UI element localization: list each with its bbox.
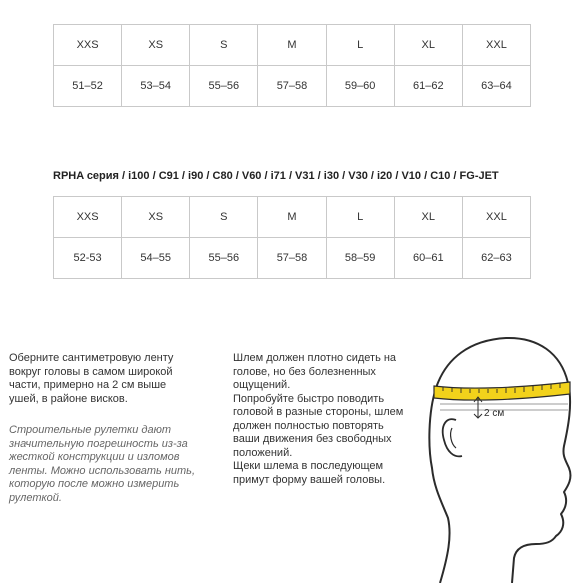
series-title: RPHA серия / i100 / C91 / i90 / C80 / V60 / i71 / V31 / i30 / V30 / i20 / V10 / C10 / FG-JET	[53, 170, 499, 182]
size-table-2	[53, 196, 531, 279]
range-cell: 57–58	[258, 66, 326, 107]
text-line: ваши движения без свободных	[233, 433, 392, 445]
range-cell: 53–54	[122, 66, 190, 107]
range-row	[54, 238, 531, 279]
text-line: которую после можно измерить	[9, 478, 180, 490]
text-line: жесткой конструкции и изломов	[9, 451, 180, 463]
range-cell: 52-53	[54, 238, 122, 279]
size-cell: S	[190, 197, 258, 238]
range-cell: 57–58	[258, 238, 326, 279]
size-row	[54, 197, 531, 238]
range-cell: 61–62	[394, 66, 462, 107]
text-line: Шлем должен плотно сидеть на	[233, 352, 397, 364]
text-line: ощущений.	[233, 379, 291, 391]
size-row	[54, 25, 531, 66]
text-line: головой в разные стороны, шлем	[233, 406, 404, 418]
text-line: вокруг головы в самом широкой	[9, 365, 173, 378]
ear-outline	[443, 419, 462, 456]
range-cell: 62–63	[462, 238, 530, 279]
size-cell: XXL	[462, 25, 530, 66]
distance-label: 2 см	[484, 408, 505, 419]
text-line: Строительные рулетки дают	[9, 424, 172, 436]
size-cell: XXS	[54, 197, 122, 238]
range-cell: 63–64	[462, 66, 530, 107]
text-line: голове, но без болезненных	[233, 365, 376, 378]
range-cell: 58–59	[326, 238, 394, 279]
size-cell: S	[190, 25, 258, 66]
text-line: положений.	[233, 446, 293, 459]
text-line: ленты. Можно использовать нить,	[9, 464, 196, 477]
measuring-tape	[434, 382, 570, 400]
size-table-1	[53, 24, 531, 107]
head-outline	[429, 338, 570, 583]
size-cell: M	[258, 197, 326, 238]
range-cell: 54–55	[122, 238, 190, 279]
size-cell: L	[326, 25, 394, 66]
text-line: ушей, в районе висков.	[9, 392, 128, 405]
text-line: значительную погрешность из-за	[9, 437, 188, 450]
text-line: части, примерно на 2 см выше	[9, 379, 167, 391]
range-cell: 55–56	[190, 66, 258, 107]
size-cell: XL	[394, 197, 462, 238]
measure-instructions	[9, 352, 214, 406]
range-cell: 51–52	[54, 66, 122, 107]
text-line: Щеки шлема в последующем	[233, 460, 384, 472]
text-line: Оберните сантиметровую ленту	[9, 352, 174, 364]
range-cell: 59–60	[326, 66, 394, 107]
size-cell: XS	[122, 197, 190, 238]
size-cell: XXL	[462, 197, 530, 238]
text-line: Попробуйте быстро поводить	[233, 392, 385, 405]
size-cell: M	[258, 25, 326, 66]
fit-instructions	[233, 352, 413, 487]
size-cell: XS	[122, 25, 190, 66]
range-row	[54, 66, 531, 107]
text-line: примут форму вашей головы.	[233, 473, 386, 486]
size-cell: XL	[394, 25, 462, 66]
size-cell: XXS	[54, 25, 122, 66]
text-line: рулеткой.	[9, 491, 62, 504]
head-measurement-illustration	[418, 328, 575, 583]
dimension-arrow	[474, 397, 482, 418]
tape-warning	[9, 424, 214, 505]
range-cell: 60–61	[394, 238, 462, 279]
text-line: должен полностью повторять	[233, 419, 384, 432]
size-cell: L	[326, 197, 394, 238]
range-cell: 55–56	[190, 238, 258, 279]
